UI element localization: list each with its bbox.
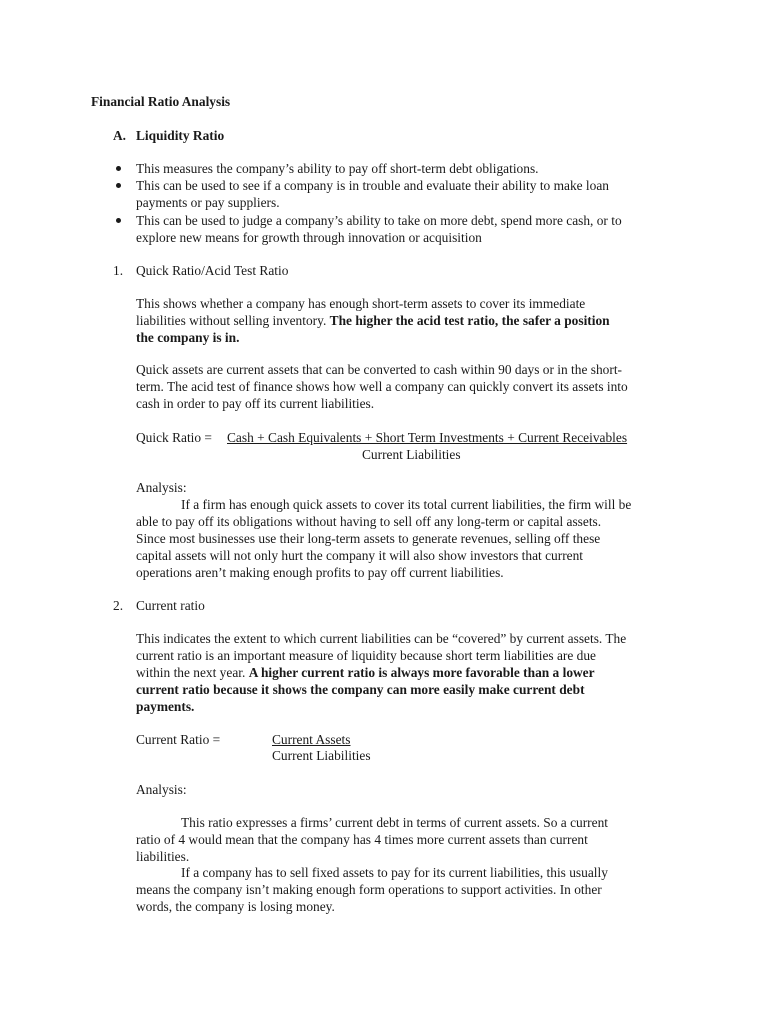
bullet-3-line-2: explore new means for growth through innovation or acquisition [136,230,482,245]
quick-analysis-line-2: able to pay off its obligations without having to sell off any long-term or capital assets. [136,514,602,529]
current-p1-emphasis: A higher current ratio is always more favorable than a lower [248,665,595,680]
section-a-heading: Liquidity Ratio [136,128,225,143]
bullet-icon [116,218,121,223]
quick-p1-text: liabilities without selling inventory. [136,313,327,328]
quick-analysis-line-1: If a firm has enough quick assets to cover its total current liabilities, the firm will be [181,497,632,512]
quick-heading: Quick Ratio/Acid Test Ratio [136,263,289,278]
quick-marker: 1. [113,263,124,278]
bullet-3-line-1: This can be used to judge a company’s ability to take on more debt, spend more cash, or to [136,213,622,228]
quick-p1-line-2 [136,312,610,329]
current-p1-line-3 [136,664,595,681]
quick-formula-denominator: Current Liabilities [362,447,461,462]
bullet-icon [116,166,121,171]
current-marker: 2. [113,598,124,613]
current-analysis-line-2: ratio of 4 would mean that the company has 4 times more current assets than current [136,832,588,847]
current-heading: Current ratio [136,598,205,613]
quick-analysis-line-4: capital assets will not only hurt the company it will also show investors that current [136,548,584,563]
quick-p1-line-1: This shows whether a company has enough short-term assets to cover its immediate [136,296,586,311]
quick-formula-numerator: Cash + Cash Equivalents + Short Term Investments + Current Receivables [227,430,628,445]
quick-p2-line-3: cash in order to pay off its current liabilities. [136,396,375,411]
bullet-icon [116,183,121,188]
quick-analysis-line-5: operations aren’t making enough profits to pay off current liabilities. [136,565,504,580]
document-title: Financial Ratio Analysis [91,94,231,109]
quick-p2-line-2: term. The acid test of finance shows how well a company can quickly convert its assets into [136,379,628,394]
current-p1-line-5: payments. [136,699,195,714]
quick-p2-line-1: Quick assets are current assets that can be converted to cash within 90 days or in the short- [136,362,623,377]
quick-analysis-label: Analysis: [136,480,187,495]
bullet-1-line-1: This measures the company’s ability to pay off short-term debt obligations. [136,161,539,176]
quick-p1-line-3: the company is in. [136,330,240,345]
current-analysis-line-3: liabilities. [136,849,190,864]
current-analysis-line-4: If a company has to sell fixed assets to pay for its current liabilities, this usually [181,865,608,880]
current-p1-text: within the next year. [136,665,246,680]
current-analysis-line-5: means the company isn’t making enough form operations to support activities. In other [136,882,602,897]
current-p1-line-1: This indicates the extent to which current liabilities can be “covered” by current assets. The [136,631,627,646]
quick-analysis-line-3: Since most businesses use their long-term assets to generate revenues, selling off these [136,531,601,546]
current-formula-denominator: Current Liabilities [272,748,371,763]
current-formula-numerator: Current Assets [272,732,351,747]
current-analysis-label: Analysis: [136,782,187,797]
section-a-marker: A. [113,128,127,143]
bullet-2-line-2: payments or pay suppliers. [136,195,280,210]
current-p1-line-2: current ratio is an important measure of liquidity because short term liabilities are due [136,648,596,663]
current-formula-label: Current Ratio = [136,732,221,747]
quick-p1-emphasis: The higher the acid test ratio, the safer a position [329,313,610,328]
current-analysis-line-6: words, the company is losing money. [136,899,335,914]
current-analysis-line-1: This ratio expresses a firms’ current debt in terms of current assets. So a current [181,815,608,830]
current-p1-line-4: current ratio because it shows the company can more easily make current debt [136,682,585,697]
quick-formula-label: Quick Ratio = [136,430,212,445]
bullet-2-line-1: This can be used to see if a company is in trouble and evaluate their ability to make loan [136,178,609,193]
